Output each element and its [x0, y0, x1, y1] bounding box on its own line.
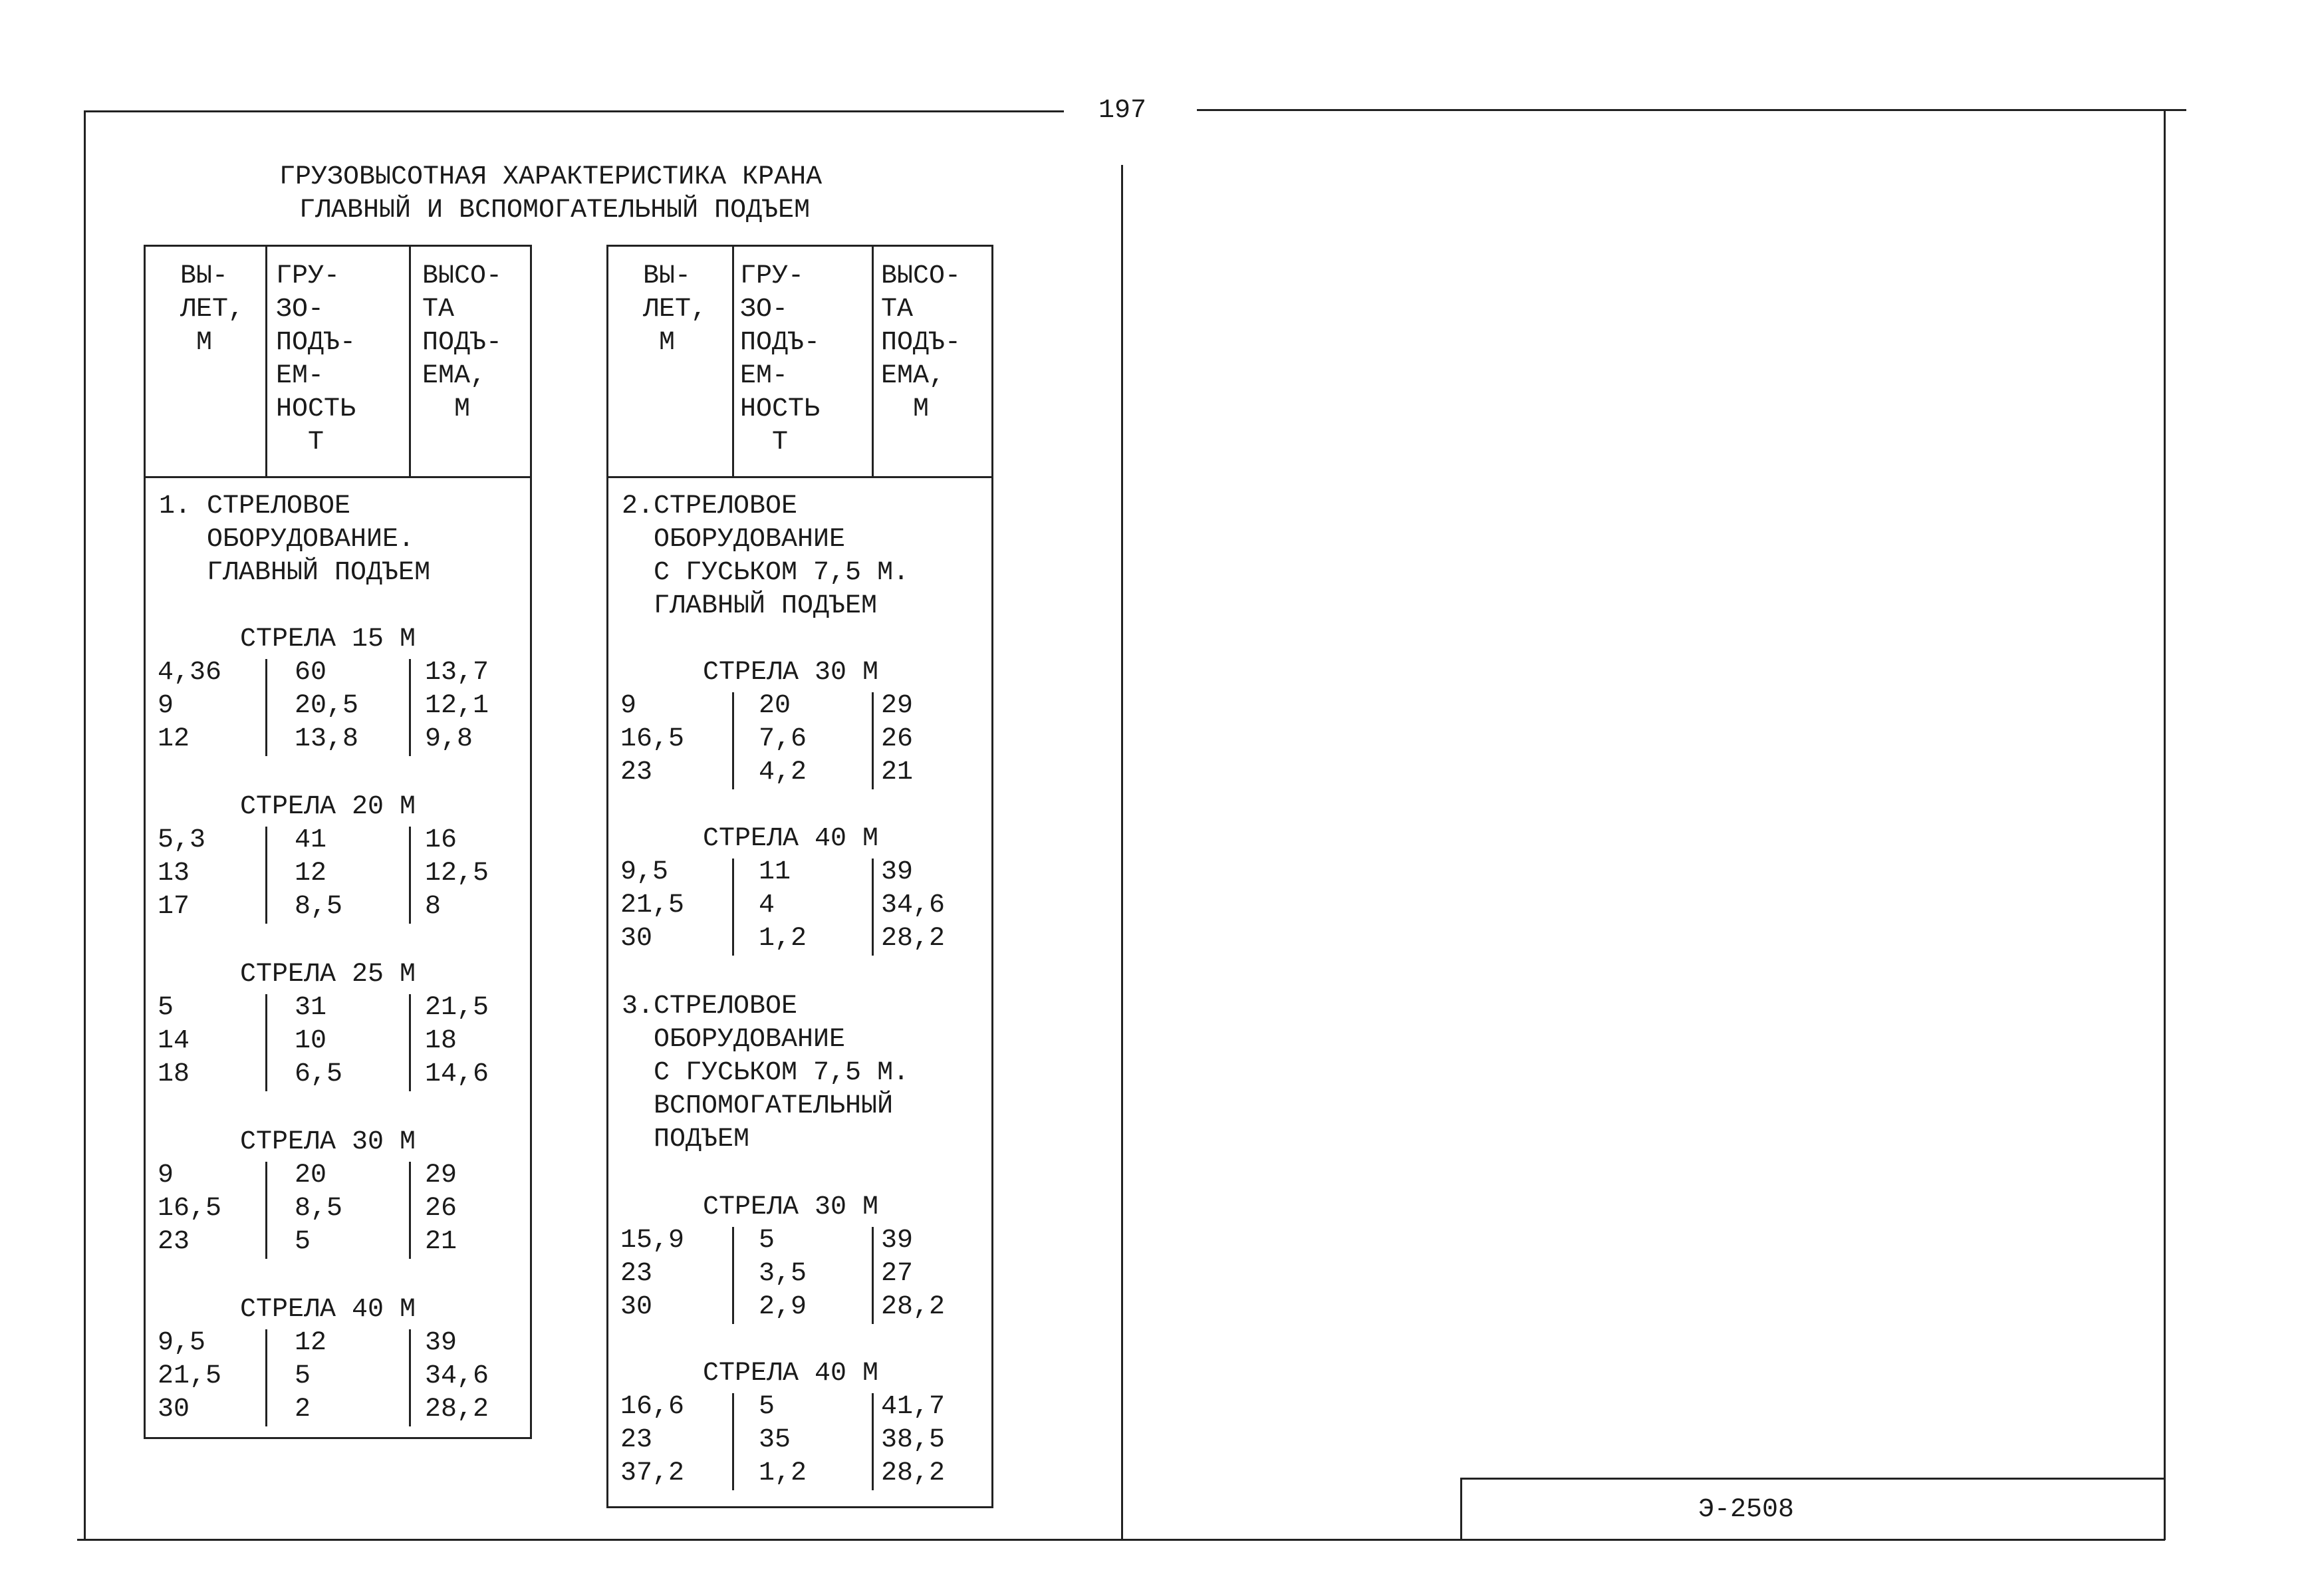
capacity-value: 1,2: [759, 924, 807, 954]
capacity-value: 4: [759, 890, 775, 920]
boom-length-label: СТРЕЛА 40 М: [703, 1359, 879, 1389]
boom-length-label: СТРЕЛА 30 М: [703, 1192, 879, 1222]
frame-left: [84, 110, 86, 1540]
height-value: 21: [425, 1227, 457, 1257]
column-separator: [872, 692, 874, 789]
header-divider: [732, 247, 734, 476]
right-table-header: [608, 247, 991, 478]
table-row: [146, 1192, 530, 1226]
capacity-value: 5: [295, 1361, 311, 1391]
section-1-title: 1. СТРЕЛОВОЕ ОБОРУДОВАНИЕ. ГЛАВНЫЙ ПОДЪЕМ: [159, 491, 431, 588]
header-divider: [409, 247, 411, 476]
column-separator: [409, 1162, 411, 1259]
header-capacity: ГРУ- ЗО- ПОДЪ- ЕМ- НОСТЬ Т: [740, 261, 821, 458]
header-capacity: ГРУ- ЗО- ПОДЪ- ЕМ- НОСТЬ Т: [276, 261, 356, 458]
reach-value: 15,9: [620, 1226, 685, 1256]
header-reach: ВЫ- ЛЕТ, М: [643, 261, 707, 358]
table-row: [608, 1424, 991, 1457]
header-divider: [872, 247, 874, 476]
boom-length-label: СТРЕЛА 15 М: [240, 624, 416, 654]
reach-value: 9: [158, 691, 174, 721]
capacity-value: 5: [759, 1226, 775, 1256]
reach-value: 30: [620, 924, 653, 954]
table-row: [608, 690, 991, 723]
column-separator: [872, 1227, 874, 1324]
height-value: 28,2: [881, 1292, 946, 1322]
capacity-value: 12: [295, 859, 327, 888]
height-value: 16: [425, 825, 457, 855]
capacity-value: 8,5: [295, 892, 343, 922]
table-row: [146, 1393, 530, 1426]
capacity-value: 12: [295, 1328, 327, 1358]
table-row: [608, 889, 991, 922]
table-row: [146, 656, 530, 690]
table-row: [146, 857, 530, 890]
section-3-title: 3.СТРЕЛОВОЕ ОБОРУДОВАНИЕ С ГУСЬКОМ 7,5 М. ВСПОМОГАТЕЛЬНЫЙ ПОДЪЕМ: [622, 992, 910, 1154]
column-separator: [732, 1227, 734, 1324]
column-separator: [265, 827, 267, 924]
reach-value: 37,2: [620, 1458, 685, 1488]
height-value: 21,5: [425, 993, 489, 1023]
boom-length-label: СТРЕЛА 20 М: [240, 792, 416, 822]
capacity-value: 20,5: [295, 691, 359, 721]
height-value: 9,8: [425, 724, 473, 754]
height-value: 18: [425, 1026, 457, 1056]
boom-length-label: СТРЕЛА 30 М: [703, 658, 879, 688]
table-row: [146, 1327, 530, 1360]
boom-length-label: СТРЕЛА 25 М: [240, 960, 416, 990]
reach-value: 9: [620, 691, 637, 721]
height-value: 29: [881, 691, 914, 721]
height-value: 34,6: [881, 890, 946, 920]
height-value: 39: [881, 857, 914, 887]
reach-value: 21,5: [620, 890, 685, 920]
capacity-value: 8,5: [295, 1194, 343, 1224]
left-table: [144, 245, 532, 1439]
reach-value: 5: [158, 993, 174, 1023]
height-value: 39: [425, 1328, 457, 1358]
height-value: 26: [425, 1194, 457, 1224]
boom-length-label: СТРЕЛА 40 М: [703, 824, 879, 854]
capacity-value: 6,5: [295, 1059, 343, 1089]
reach-value: 23: [620, 1259, 653, 1289]
reach-value: 17: [158, 892, 190, 922]
reach-value: 16,6: [620, 1392, 685, 1422]
capacity-value: 1,2: [759, 1458, 807, 1488]
height-value: 12,5: [425, 859, 489, 888]
reach-value: 21,5: [158, 1361, 222, 1391]
capacity-value: 3,5: [759, 1259, 807, 1289]
frame-right: [2164, 109, 2166, 1540]
table-row: [146, 723, 530, 756]
reach-value: 5,3: [158, 825, 206, 855]
boom-length-label: СТРЕЛА 30 М: [240, 1127, 416, 1157]
height-value: 28,2: [881, 924, 946, 954]
table-row: [608, 756, 991, 789]
header-reach: ВЫ- ЛЕТ, М: [180, 261, 245, 358]
left-table-header: [146, 247, 530, 478]
reach-value: 12: [158, 724, 190, 754]
capacity-value: 41: [295, 825, 327, 855]
column-separator: [872, 1393, 874, 1490]
boom-length-label: СТРЕЛА 40 М: [240, 1295, 416, 1325]
reach-value: 18: [158, 1059, 190, 1089]
height-value: 28,2: [425, 1395, 489, 1424]
column-separator: [872, 859, 874, 956]
table-row: [146, 1360, 530, 1393]
column-separator: [265, 1162, 267, 1259]
capacity-value: 2: [295, 1395, 311, 1424]
right-table: [606, 245, 993, 1508]
table-row: [608, 1258, 991, 1291]
height-value: 12,1: [425, 691, 489, 721]
reach-value: 23: [620, 1425, 653, 1455]
table-row: [146, 1058, 530, 1091]
table-row: [146, 1025, 530, 1058]
header-height: ВЫСО- ТА ПОДЪ- ЕМА, М: [881, 261, 961, 424]
table-row: [608, 1457, 991, 1490]
height-value: 41,7: [881, 1392, 946, 1422]
capacity-value: 13,8: [295, 724, 359, 754]
column-separator: [409, 1329, 411, 1426]
table-row: [608, 922, 991, 956]
table-row: [608, 1224, 991, 1258]
table-row: [146, 824, 530, 857]
reach-value: 23: [158, 1227, 190, 1257]
height-value: 39: [881, 1226, 914, 1256]
capacity-value: 5: [295, 1227, 311, 1257]
stamp-code: Э-2508: [1698, 1495, 1795, 1525]
column-separator: [409, 827, 411, 924]
height-value: 13,7: [425, 658, 489, 688]
height-value: 34,6: [425, 1361, 489, 1391]
page-number: 197: [1098, 96, 1147, 126]
column-separator: [732, 692, 734, 789]
height-value: 26: [881, 724, 914, 754]
table-row: [146, 1226, 530, 1259]
reach-value: 13: [158, 859, 190, 888]
header-height: ВЫСО- ТА ПОДЪ- ЕМА, М: [422, 261, 503, 424]
height-value: 27: [881, 1259, 914, 1289]
header-divider: [265, 247, 267, 476]
table-row: [146, 992, 530, 1025]
frame-top-left: [85, 110, 1064, 112]
page-title-line2: ГЛАВНЫЙ И ВСПОМОГАТЕЛЬНЫЙ ПОДЪЕМ: [299, 196, 811, 225]
frame-top-right: [1197, 109, 2186, 111]
column-separator: [409, 659, 411, 756]
table-row: [608, 1391, 991, 1424]
column-separator: [265, 994, 267, 1091]
stamp-top: [1462, 1478, 2165, 1480]
table-row: [608, 856, 991, 889]
page-divider: [1121, 165, 1123, 1540]
reach-value: 16,5: [620, 724, 685, 754]
table-row: [608, 1291, 991, 1324]
capacity-value: 20: [759, 691, 791, 721]
reach-value: 9,5: [158, 1328, 206, 1358]
height-value: 29: [425, 1160, 457, 1190]
column-separator: [265, 659, 267, 756]
capacity-value: 10: [295, 1026, 327, 1056]
reach-value: 14: [158, 1026, 190, 1056]
capacity-value: 4,2: [759, 757, 807, 787]
capacity-value: 7,6: [759, 724, 807, 754]
reach-value: 9: [158, 1160, 174, 1190]
height-value: 38,5: [881, 1425, 946, 1455]
table-row: [146, 1159, 530, 1192]
capacity-value: 35: [759, 1425, 791, 1455]
page-title-line1: ГРУЗОВЫСОТНАЯ ХАРАКТЕРИСТИКА КРАНА: [279, 162, 823, 192]
reach-value: 30: [620, 1292, 653, 1322]
height-value: 21: [881, 757, 914, 787]
table-row: [608, 723, 991, 756]
capacity-value: 60: [295, 658, 327, 688]
table-row: [146, 890, 530, 924]
column-separator: [265, 1329, 267, 1426]
column-separator: [409, 994, 411, 1091]
column-separator: [732, 859, 734, 956]
stamp-left: [1460, 1478, 1462, 1540]
capacity-value: 20: [295, 1160, 327, 1190]
reach-value: 23: [620, 757, 653, 787]
section-2-title: 2.СТРЕЛОВОЕ ОБОРУДОВАНИЕ С ГУСЬКОМ 7,5 М. ГЛАВНЫЙ ПОДЪЕМ: [622, 491, 910, 621]
reach-value: 30: [158, 1395, 190, 1424]
height-value: 8: [425, 892, 442, 922]
reach-value: 16,5: [158, 1194, 222, 1224]
capacity-value: 2,9: [759, 1292, 807, 1322]
reach-value: 9,5: [620, 857, 669, 887]
reach-value: 4,36: [158, 658, 222, 688]
column-separator: [732, 1393, 734, 1490]
capacity-value: 31: [295, 993, 327, 1023]
capacity-value: 5: [759, 1392, 775, 1422]
table-row: [146, 690, 530, 723]
height-value: 14,6: [425, 1059, 489, 1089]
capacity-value: 11: [759, 857, 791, 887]
height-value: 28,2: [881, 1458, 946, 1488]
